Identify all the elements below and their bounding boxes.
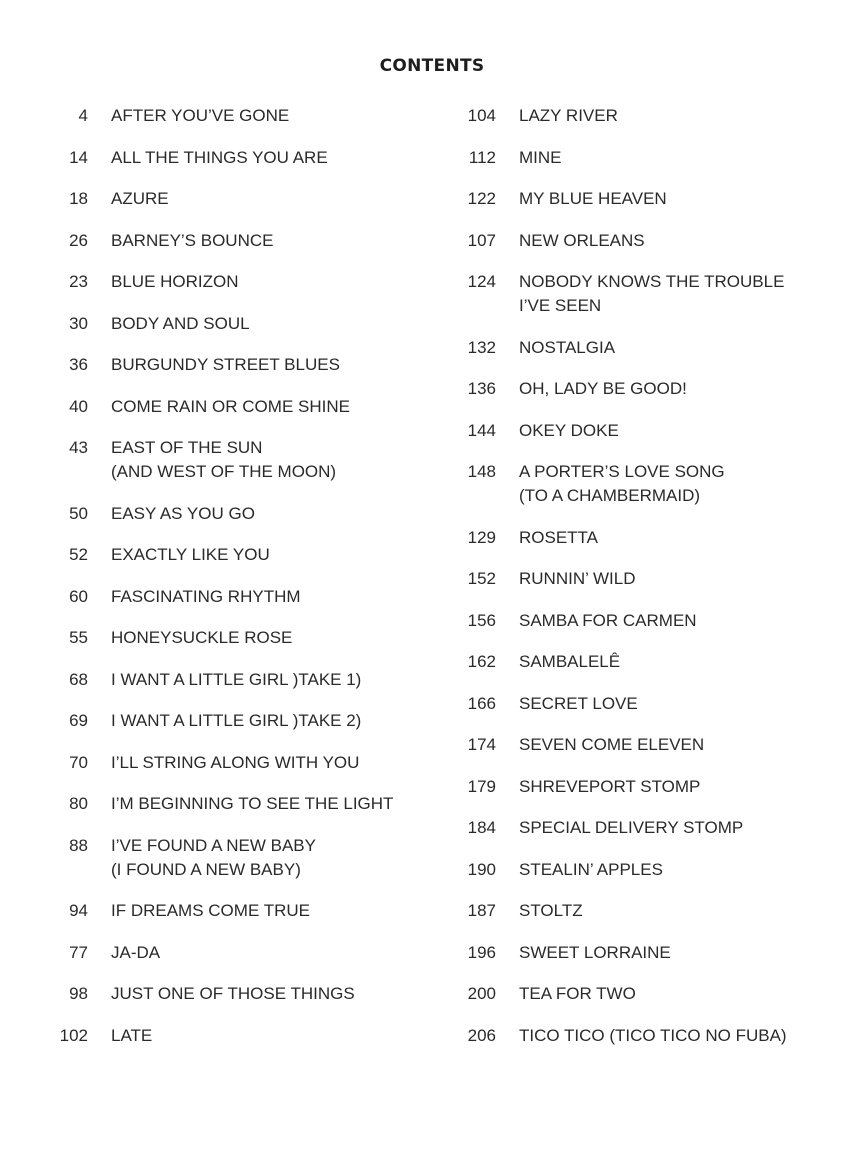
page-number: 88 (69, 835, 88, 855)
page-number: 196 (467, 942, 496, 962)
page-number: 187 (467, 901, 496, 920)
page-number: 68 (69, 669, 88, 689)
song-title-line: SPECIAL DELIVERY STOMP (519, 818, 744, 837)
song-title-line: BODY AND SOUL (111, 313, 250, 333)
toc-entry (40, 941, 430, 965)
toc-entry (448, 775, 848, 799)
toc-left-column (40, 104, 430, 1065)
song-title-line: JA-DA (111, 942, 161, 962)
page-number: 206 (467, 1025, 496, 1045)
song-title-line: MY BLUE HEAVEN (519, 189, 667, 208)
toc-entry (40, 982, 430, 1006)
toc-entry (448, 104, 848, 128)
song-title-line: IF DREAMS COME TRUE (111, 901, 310, 920)
toc-entry (448, 419, 848, 443)
toc-entry (448, 733, 848, 757)
toc-entry (448, 941, 848, 965)
song-title-line: LATE (111, 1025, 153, 1045)
song-title-line: I’VE SEEN (519, 296, 602, 315)
song-title (519, 858, 848, 882)
song-title-line: STOLTZ (519, 901, 583, 920)
song-title (519, 775, 848, 799)
toc-entry (448, 1024, 848, 1048)
song-title-line: NOBODY KNOWS THE TROUBLE (519, 272, 785, 291)
page-number: 136 (467, 379, 496, 398)
song-title (519, 816, 848, 840)
song-title (519, 377, 848, 401)
song-title (519, 460, 848, 508)
toc-entry (40, 187, 430, 211)
song-title-line: I’LL STRING ALONG WITH YOU (111, 752, 360, 772)
song-title-line: (AND WEST OF THE MOON) (111, 462, 337, 481)
toc-entry (448, 899, 848, 923)
toc-entry (448, 692, 848, 716)
song-title (111, 834, 430, 882)
page-number: 152 (467, 569, 496, 588)
toc-entry (448, 187, 848, 211)
toc-entry (40, 353, 430, 377)
page-number: 94 (69, 901, 88, 920)
page-number: 129 (467, 527, 496, 547)
toc-entry (40, 668, 430, 692)
toc-entry (448, 526, 848, 550)
toc-entry (40, 312, 430, 336)
song-title-line: I WANT A LITTLE GIRL )TAKE 1) (111, 669, 362, 689)
song-title (519, 336, 848, 360)
song-title-line: SAMBALELÊ (519, 652, 621, 671)
song-title (519, 419, 848, 443)
song-title (111, 543, 430, 567)
song-title (519, 941, 848, 965)
toc-right-column (448, 104, 848, 1065)
page-number: 36 (69, 355, 88, 374)
song-title (519, 567, 848, 591)
song-title (111, 187, 430, 211)
page-number: 156 (467, 610, 496, 630)
song-title (111, 502, 430, 526)
song-title (111, 626, 430, 650)
song-title-line: SEVEN COME ELEVEN (519, 735, 705, 754)
song-title (111, 899, 430, 923)
page-number: 4 (78, 106, 88, 125)
song-title (111, 982, 430, 1006)
page-number: 40 (69, 396, 88, 416)
song-title-line: FASCINATING RHYTHM (111, 586, 301, 606)
page-number: 104 (467, 106, 496, 125)
song-title-line: (I FOUND A NEW BABY) (111, 859, 301, 879)
toc-entry (448, 816, 848, 840)
song-title-line: SWEET LORRAINE (519, 942, 671, 962)
page-number: 50 (69, 503, 88, 523)
song-title (111, 941, 430, 965)
song-title-line: OH, LADY BE GOOD! (519, 379, 687, 398)
song-title-line: A PORTER’S LOVE SONG (519, 462, 725, 481)
song-title (111, 146, 430, 170)
page-number: 55 (69, 628, 88, 647)
page-number: 174 (467, 735, 496, 754)
page-number: 148 (467, 462, 496, 481)
song-title (111, 751, 430, 775)
song-title (111, 312, 430, 336)
song-title (111, 229, 430, 253)
toc-entry (448, 460, 848, 508)
toc-entry (40, 751, 430, 775)
song-title (519, 982, 848, 1006)
toc-entry (40, 395, 430, 419)
song-title-line: RUNNIN’ WILD (519, 569, 636, 588)
page-number: 144 (467, 420, 496, 440)
song-title-line: I’VE FOUND A NEW BABY (111, 835, 316, 855)
page-number: 77 (69, 942, 88, 962)
song-title-line: JUST ONE OF THOSE THINGS (111, 984, 355, 1003)
page-number: 23 (69, 272, 88, 291)
toc-entry (448, 336, 848, 360)
song-title (111, 1024, 430, 1048)
page-number: 132 (467, 337, 496, 357)
toc-entry (40, 585, 430, 609)
song-title-line: TEA FOR TWO (519, 984, 636, 1003)
song-title (519, 650, 848, 674)
song-title-line: COME RAIN OR COME SHINE (111, 396, 350, 416)
page-number: 70 (69, 752, 88, 772)
toc-entry (40, 626, 430, 650)
song-title (111, 104, 430, 128)
toc-entry (448, 377, 848, 401)
toc-entry (40, 270, 430, 294)
song-title-line: TICO TICO (TICO TICO NO FUBA) (519, 1025, 787, 1045)
song-title-line: I’M BEGINNING TO SEE THE LIGHT (111, 794, 394, 813)
song-title-line: SAMBA FOR CARMEN (519, 610, 697, 630)
page-number: 112 (468, 147, 496, 167)
song-title-line: (TO A CHAMBERMAID) (519, 486, 701, 505)
page-number: 69 (69, 711, 88, 730)
page-number: 60 (69, 586, 88, 606)
song-title (111, 585, 430, 609)
toc-entry (448, 858, 848, 882)
page-number: 26 (69, 230, 88, 250)
toc-entry (40, 502, 430, 526)
song-title-line: ROSETTA (519, 527, 599, 547)
page-number: 124 (467, 272, 496, 291)
toc-entry (448, 229, 848, 253)
toc-entry (40, 1024, 430, 1048)
toc-entry (40, 792, 430, 816)
toc-entry (40, 543, 430, 567)
page-number: 80 (69, 794, 88, 813)
page-title: CONTENTS (379, 56, 485, 76)
song-title (111, 353, 430, 377)
page-number: 52 (69, 545, 88, 564)
song-title (519, 146, 848, 170)
song-title (519, 733, 848, 757)
song-title-line: STEALIN’ APPLES (519, 859, 663, 879)
song-title (111, 668, 430, 692)
page-number: 98 (69, 984, 88, 1003)
song-title-line: SHREVEPORT STOMP (519, 776, 701, 796)
song-title-line: AZURE (111, 189, 169, 208)
page-number: 122 (467, 189, 496, 208)
toc-entry (448, 609, 848, 633)
toc-entry (448, 650, 848, 674)
song-title-line: EAST OF THE SUN (111, 438, 263, 457)
song-title-line: NOSTALGIA (519, 337, 616, 357)
toc-entry (40, 104, 430, 128)
song-title-line: BLUE HORIZON (111, 272, 239, 291)
song-title (111, 436, 430, 484)
song-title-line: SECRET LOVE (519, 693, 638, 713)
toc-entry (448, 270, 848, 318)
toc-entry (448, 982, 848, 1006)
page-number: 162 (467, 652, 496, 671)
page-number: 30 (69, 313, 88, 333)
page-number: 200 (467, 984, 496, 1003)
page-number: 18 (69, 189, 88, 208)
song-title (519, 187, 848, 211)
toc-entry (448, 567, 848, 591)
toc-entry (40, 436, 430, 484)
song-title (519, 609, 848, 633)
song-title (111, 792, 430, 816)
toc-entry (40, 899, 430, 923)
song-title (519, 104, 848, 128)
song-title-line: OKEY DOKE (519, 420, 619, 440)
song-title-line: MINE (519, 147, 562, 167)
song-title (519, 899, 848, 923)
song-title-line: I WANT A LITTLE GIRL )TAKE 2) (111, 711, 362, 730)
song-title-line: EASY AS YOU GO (111, 503, 255, 523)
toc-entry (40, 146, 430, 170)
toc-entry (40, 229, 430, 253)
song-title-line: LAZY RIVER (519, 106, 618, 125)
page-number: 179 (467, 776, 496, 796)
song-title (519, 692, 848, 716)
song-title-line: BURGUNDY STREET BLUES (111, 355, 340, 374)
song-title (519, 526, 848, 550)
song-title-line: HONEYSUCKLE ROSE (111, 628, 293, 647)
song-title (519, 229, 848, 253)
toc-entry (40, 834, 430, 882)
page-number: 14 (69, 147, 88, 167)
toc-entry (40, 709, 430, 733)
song-title (111, 395, 430, 419)
song-title-line: BARNEY’S BOUNCE (111, 230, 274, 250)
toc-entry (448, 146, 848, 170)
song-title (519, 270, 848, 318)
page-number: 166 (467, 693, 496, 713)
song-title-line: NEW ORLEANS (519, 230, 645, 250)
song-title (519, 1024, 848, 1048)
page-number: 190 (467, 859, 496, 879)
song-title-line: ALL THE THINGS YOU ARE (111, 147, 328, 167)
page-number: 102 (59, 1025, 88, 1045)
page-number: 43 (69, 438, 88, 457)
page-number: 184 (467, 818, 496, 837)
song-title-line: AFTER YOU’VE GONE (111, 106, 290, 125)
song-title (111, 270, 430, 294)
page-number: 107 (467, 230, 496, 250)
song-title (111, 709, 430, 733)
song-title-line: EXACTLY LIKE YOU (111, 545, 270, 564)
